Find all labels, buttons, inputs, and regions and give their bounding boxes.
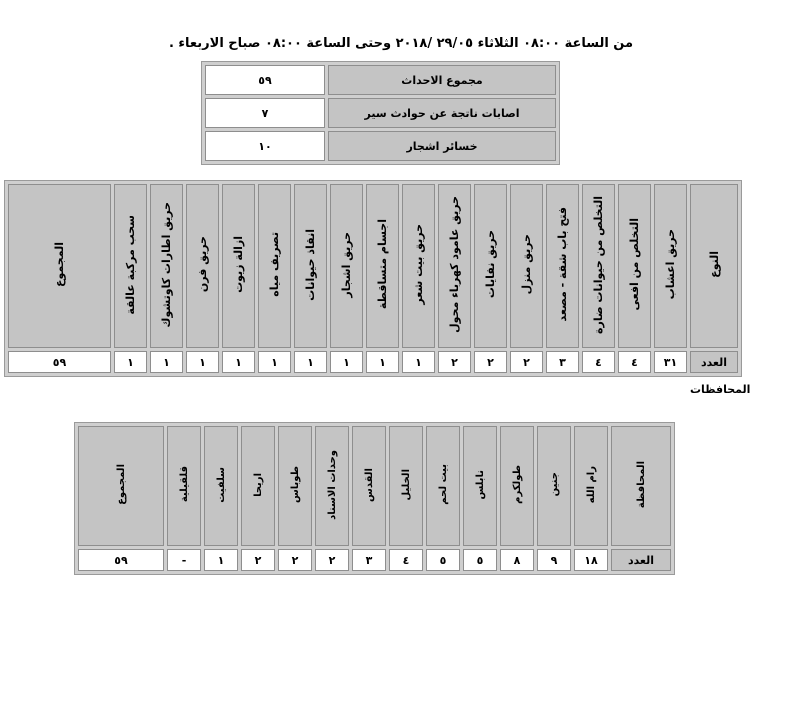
column-count-text: ٥ <box>439 553 447 567</box>
column-header <box>352 426 386 546</box>
column-header <box>500 426 534 546</box>
column-header <box>574 426 608 546</box>
column-count <box>352 549 386 571</box>
column-header-text: جنين <box>548 472 560 497</box>
column-count <box>574 549 608 571</box>
column-header <box>463 426 497 546</box>
total-label-cell <box>78 426 164 546</box>
column-header-text: اريحا <box>252 472 264 497</box>
column-count <box>114 351 147 373</box>
column-header-text: اجسام متساقطة <box>376 219 389 310</box>
summary-table <box>201 61 560 165</box>
count-label-cell <box>611 549 671 571</box>
column-header <box>537 426 571 546</box>
total-label-cell-text: المجموع <box>53 242 66 287</box>
incident-types-count-row <box>8 351 738 373</box>
column-count <box>330 351 363 373</box>
column-count-text: ٩ <box>550 553 558 567</box>
column-count-text: ٤ <box>595 355 602 369</box>
count-label-cell <box>690 351 738 373</box>
column-count-text: ١ <box>163 355 170 369</box>
column-count <box>582 351 615 373</box>
column-header <box>204 426 238 546</box>
column-header-text: حريق منزل <box>520 234 533 295</box>
column-header <box>278 426 312 546</box>
column-header-text: حريق اشجار <box>340 231 353 298</box>
governorates-table <box>74 422 675 575</box>
column-count <box>204 549 238 571</box>
total-label-cell-text: المجموع <box>115 464 127 505</box>
column-header-text: حريق بيت شعر <box>412 224 425 305</box>
column-header-text: حريق اعشاب <box>664 229 677 300</box>
total-value-cell-text: ٥٩ <box>114 553 128 567</box>
total-label-cell <box>8 184 111 348</box>
total-value-cell <box>8 351 111 373</box>
incident-types-table <box>4 180 742 377</box>
summary-row <box>205 65 556 95</box>
column-count-text: ٣ <box>559 355 566 369</box>
column-header <box>167 426 201 546</box>
column-header <box>582 184 615 348</box>
summary-value: ٧ <box>205 98 325 128</box>
column-count-text: ٨ <box>513 553 521 567</box>
summary-value: ٥٩ <box>205 65 325 95</box>
column-header-text: حريق نفايات <box>484 230 497 299</box>
column-count-text: ٤ <box>402 553 410 567</box>
column-count <box>500 549 534 571</box>
column-header-text: قلقيلية <box>178 466 190 503</box>
header-label-cell <box>690 184 738 348</box>
column-count <box>654 351 687 373</box>
count-label-cell-text: العدد <box>627 553 655 567</box>
column-count <box>222 351 255 373</box>
column-header-text: انقاذ حيوانات <box>304 228 317 301</box>
column-count-text: ١ <box>343 355 350 369</box>
summary-label: اصابات ناتجة عن حوادث سير <box>328 98 556 128</box>
summary-value: ١٠ <box>205 131 325 161</box>
column-count-text: ٤ <box>631 355 638 369</box>
column-header <box>402 184 435 348</box>
count-label-cell-text: العدد <box>700 355 728 369</box>
governorates-caption: المحافظات <box>690 383 751 396</box>
column-count <box>463 549 497 571</box>
column-header <box>426 426 460 546</box>
column-header <box>474 184 507 348</box>
column-count-text: ٢ <box>254 553 262 567</box>
column-header <box>510 184 543 348</box>
column-header <box>222 184 255 348</box>
total-value-cell-text: ٥٩ <box>52 355 67 369</box>
column-count <box>258 351 291 373</box>
column-count <box>186 351 219 373</box>
column-header <box>366 184 399 348</box>
column-count-text: ٣١ <box>663 355 678 369</box>
column-header <box>258 184 291 348</box>
column-count <box>618 351 651 373</box>
summary-label: خسائر اشجار <box>328 131 556 161</box>
column-count <box>389 549 423 571</box>
column-header <box>389 426 423 546</box>
column-count-text: ١ <box>307 355 314 369</box>
incident-types-header-row <box>8 184 738 348</box>
column-count-text: ١٨ <box>584 553 598 567</box>
column-header-text: طوباس <box>289 466 301 503</box>
column-header <box>315 426 349 546</box>
column-header-text: سلفيت <box>215 466 227 503</box>
column-count-text: ٣ <box>365 553 373 567</box>
column-header-text: فتح باب شقة - مصعد <box>556 207 569 322</box>
column-header-text: ازالة زيوت <box>232 236 245 293</box>
header-label-cell-text: النوع <box>707 251 721 278</box>
column-count <box>315 549 349 571</box>
total-value-cell <box>78 549 164 571</box>
column-count-text: ١ <box>127 355 134 369</box>
summary-row <box>205 98 556 128</box>
column-count-text: ١ <box>271 355 278 369</box>
column-header-text: تصريف مياه <box>268 232 281 297</box>
column-count-text: ١ <box>217 553 225 567</box>
column-header-text: نابلس <box>474 469 486 500</box>
column-header <box>546 184 579 348</box>
column-header-text: الخليل <box>400 468 412 501</box>
governorates-header-row <box>78 426 671 546</box>
column-header-text: سحب مركبة عالقة <box>124 214 137 315</box>
column-header <box>114 184 147 348</box>
column-count-text: ٥ <box>476 553 484 567</box>
column-count <box>438 351 471 373</box>
column-count <box>167 549 201 571</box>
header-label-cell <box>611 426 671 546</box>
column-header-text: طولكرم <box>511 465 523 504</box>
column-count-text: ١ <box>415 355 422 369</box>
column-header-text: بيت لحم <box>437 464 449 505</box>
column-header-text: حريق فرن <box>196 236 209 293</box>
column-header-text: التخلص من افعى <box>628 218 641 311</box>
column-header-text: حريق اطارات كاوتشوك <box>160 201 173 328</box>
column-count-text: ١ <box>235 355 242 369</box>
summary-label: مجموع الاحداث <box>328 65 556 95</box>
column-header <box>241 426 275 546</box>
column-count <box>474 351 507 373</box>
column-count <box>294 351 327 373</box>
column-header-text: التخلص من حيوانات ضارة <box>592 195 605 334</box>
column-count <box>278 549 312 571</box>
column-header-text: وحدات الاسناد <box>326 449 338 520</box>
column-count <box>241 549 275 571</box>
column-count-text: ٢ <box>291 553 299 567</box>
summary-row <box>205 131 556 161</box>
column-header-text: حريق عامود كهرباء محول <box>448 196 461 333</box>
column-count-text: ٢ <box>523 355 530 369</box>
column-count <box>402 351 435 373</box>
column-header <box>438 184 471 348</box>
column-header <box>618 184 651 348</box>
column-header <box>330 184 363 348</box>
governorates-count-row <box>78 549 671 571</box>
report-period-header: من الساعة ٠٨:٠٠ الثلاثاء ٢٩/٠٥ /٢٠١٨ وحتى الساعة ٠٨:٠٠ صباح الاربعاء . <box>168 36 634 51</box>
column-count-text: ٢ <box>328 553 336 567</box>
column-header <box>294 184 327 348</box>
column-header <box>654 184 687 348</box>
column-count-text: ١ <box>379 355 386 369</box>
column-count-text: - <box>181 553 187 567</box>
column-count-text: ١ <box>199 355 206 369</box>
column-count-text: ٢ <box>487 355 494 369</box>
column-header <box>186 184 219 348</box>
column-header-text: القدس <box>363 467 375 502</box>
column-count <box>150 351 183 373</box>
column-count <box>510 351 543 373</box>
column-count-text: ٢ <box>451 355 458 369</box>
column-count <box>366 351 399 373</box>
header-label-cell-text: المحافظة <box>635 460 647 509</box>
column-count <box>537 549 571 571</box>
column-header-text: رام الله <box>585 465 597 504</box>
column-count <box>426 549 460 571</box>
column-header <box>150 184 183 348</box>
column-count <box>546 351 579 373</box>
